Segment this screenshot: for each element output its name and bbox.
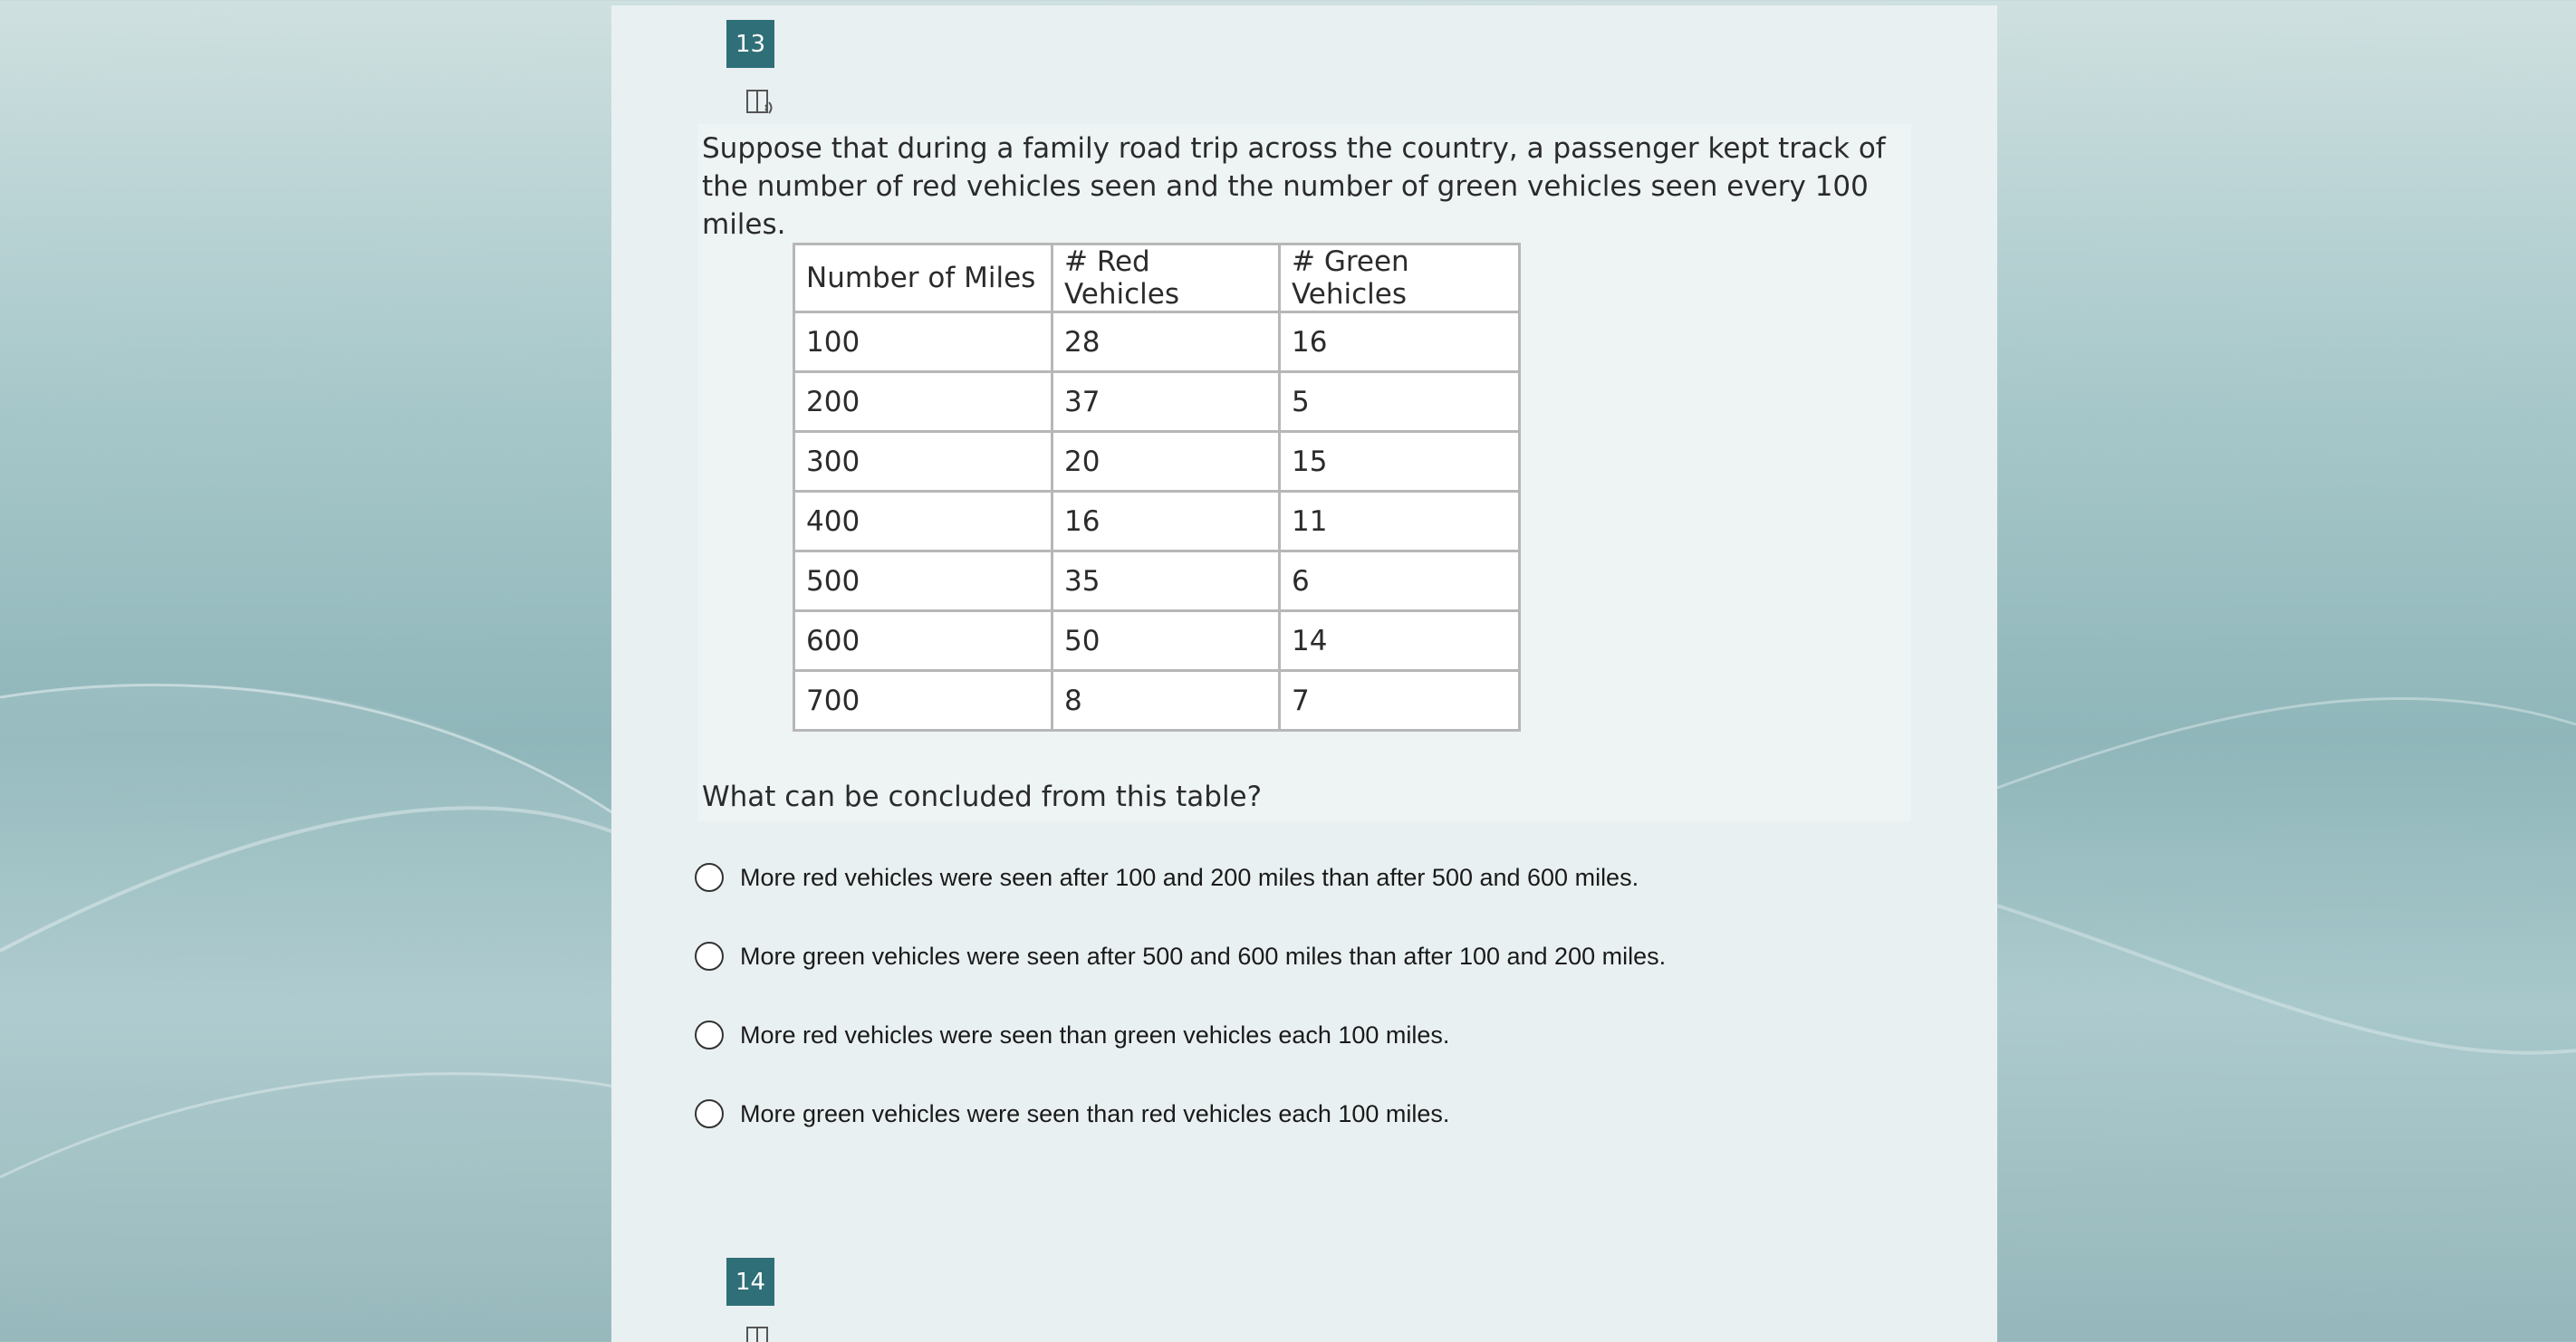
table-row [794, 611, 1520, 671]
table-row [794, 372, 1520, 432]
table-row [794, 312, 1520, 372]
table-cell: 600 [794, 611, 1053, 671]
table-cell: 35 [1053, 551, 1280, 611]
table-cell: 5 [1280, 372, 1520, 432]
radio-button[interactable] [695, 1099, 724, 1128]
table-cell: 400 [794, 492, 1053, 551]
table-cell: 50 [1053, 611, 1280, 671]
radio-button[interactable] [695, 1021, 724, 1050]
table-row [794, 492, 1520, 551]
question-13-prompt: What can be concluded from this table? [702, 781, 1263, 813]
answer-choice-a[interactable] [695, 863, 1639, 892]
table-cell: 100 [794, 312, 1053, 372]
read-aloud-icon[interactable] [745, 1326, 776, 1342]
table-cell: 16 [1053, 492, 1280, 551]
vehicles-table [793, 243, 1521, 732]
question-13-stem-text: Suppose that during a family road trip across the country, a passenger kept track of the number of red vehicles seen and the number of green vehicles seen every 100 miles. [702, 132, 1886, 241]
table-cell: 14 [1280, 611, 1520, 671]
table-cell: 6 [1280, 551, 1520, 611]
answer-choice-c[interactable] [695, 1021, 1449, 1050]
answer-choice-text: More red vehicles were seen than green vehicles each 100 miles. [740, 1021, 1450, 1049]
table-cell: 8 [1053, 671, 1280, 731]
table-cell: 200 [794, 372, 1053, 432]
table-header-green: # Green Vehicles [1280, 244, 1520, 312]
answer-choice-b[interactable] [695, 942, 1666, 971]
table-cell: 7 [1280, 671, 1520, 731]
question-13-number-badge: 13 [726, 20, 774, 68]
question-14-number-badge: 14 [726, 1258, 774, 1306]
table-row [794, 671, 1520, 731]
table-cell: 37 [1053, 372, 1280, 432]
answer-choice-text: More red vehicles were seen after 100 and 200 miles than after 500 and 600 miles. [740, 863, 1639, 891]
question-13-stem [697, 124, 1911, 821]
read-aloud-icon[interactable] [745, 89, 776, 116]
test-content-panel [611, 5, 1997, 1342]
table-cell: 20 [1053, 432, 1280, 492]
table-row [794, 432, 1520, 492]
table-cell: 11 [1280, 492, 1520, 551]
table-cell: 500 [794, 551, 1053, 611]
radio-button[interactable] [695, 942, 724, 971]
answer-choice-d[interactable] [695, 1099, 1449, 1128]
table-header-row [794, 244, 1520, 312]
answer-choice-text: More green vehicles were seen than red vehicles each 100 miles. [740, 1099, 1450, 1127]
answer-choice-text: More green vehicles were seen after 500 and 600 miles than after 100 and 200 miles. [740, 942, 1667, 970]
table-header-miles: Number of Miles [794, 244, 1053, 312]
table-cell: 16 [1280, 312, 1520, 372]
table-cell: 700 [794, 671, 1053, 731]
table-cell: 28 [1053, 312, 1280, 372]
table-cell: 300 [794, 432, 1053, 492]
table-row [794, 551, 1520, 611]
table-header-red: # Red Vehicles [1053, 244, 1280, 312]
table-cell: 15 [1280, 432, 1520, 492]
radio-button[interactable] [695, 863, 724, 892]
